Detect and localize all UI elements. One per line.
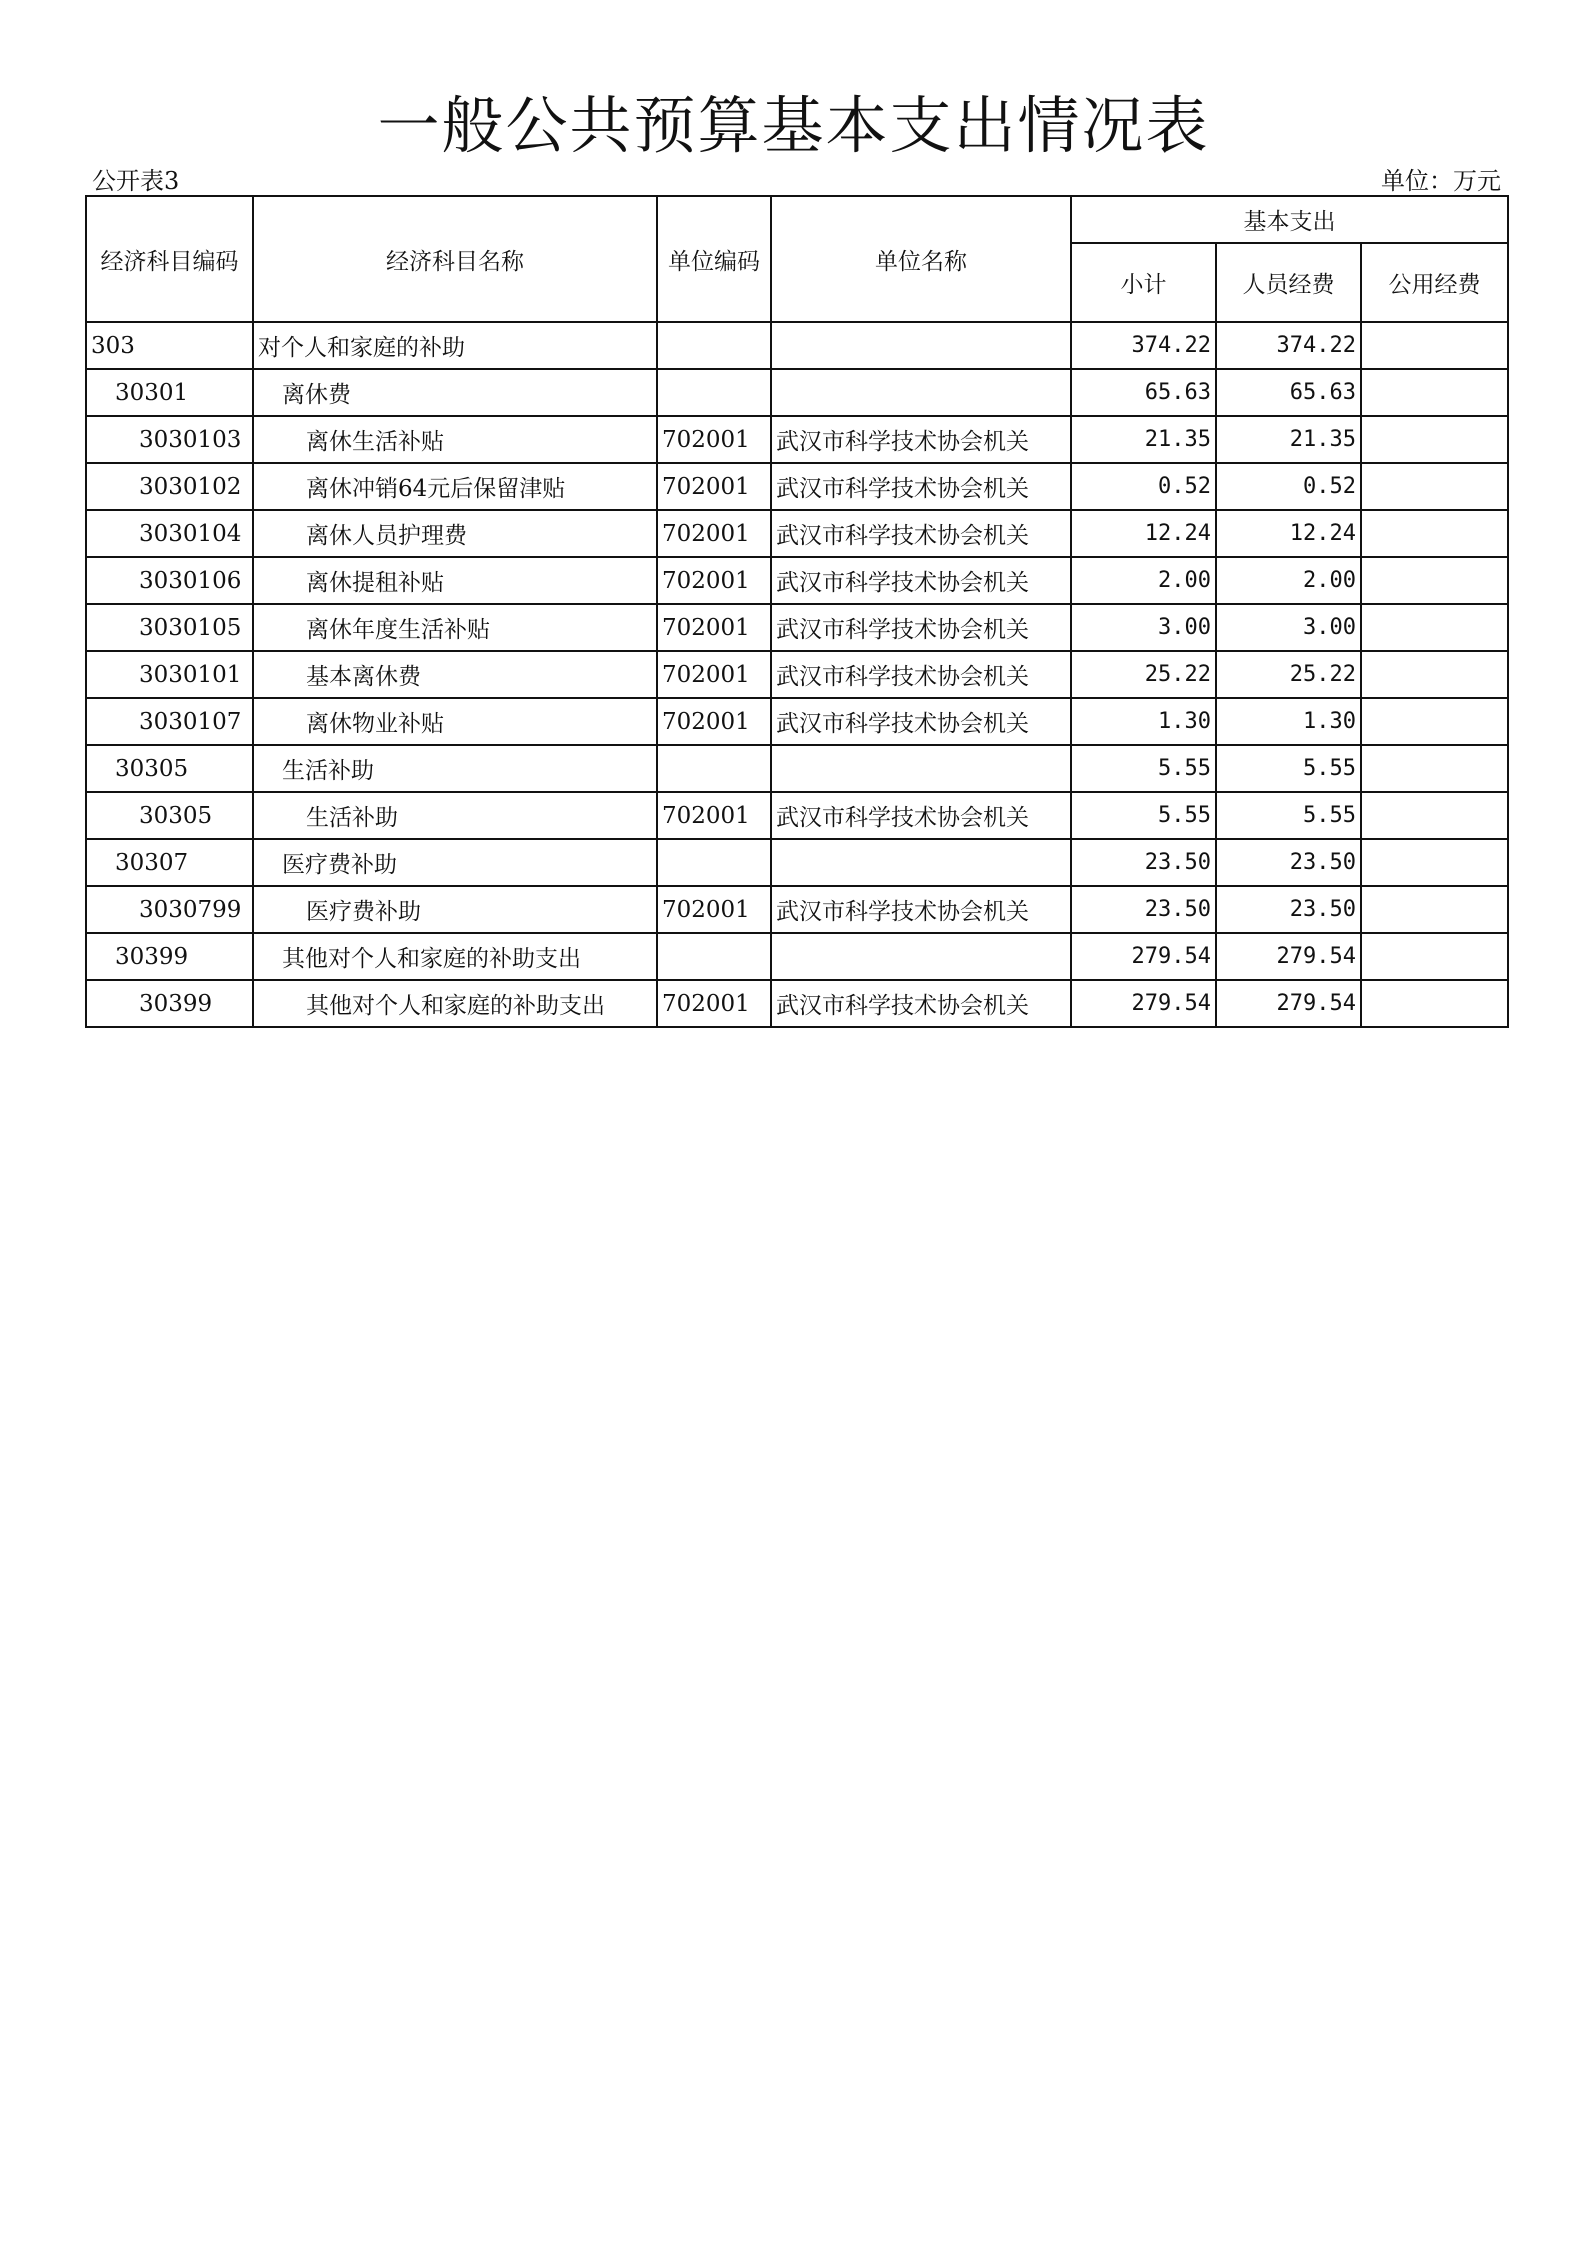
table-row bbox=[86, 322, 1508, 369]
cell-econ-name: 其他对个人和家庭的补助支出 bbox=[253, 980, 657, 1027]
cell-public bbox=[1361, 416, 1508, 463]
cell-unit-name: 武汉市科学技术协会机关 bbox=[771, 416, 1071, 463]
cell-subtotal: 25.22 bbox=[1071, 651, 1216, 698]
header-econ-name: 经济科目名称 bbox=[253, 196, 657, 322]
cell-unit-name: 武汉市科学技术协会机关 bbox=[771, 604, 1071, 651]
cell-unit-name bbox=[771, 369, 1071, 416]
cell-unit-code: 702001 bbox=[657, 792, 771, 839]
cell-unit-name: 武汉市科学技术协会机关 bbox=[771, 698, 1071, 745]
cell-subtotal: 5.55 bbox=[1071, 745, 1216, 792]
cell-public bbox=[1361, 980, 1508, 1027]
cell-personnel: 0.52 bbox=[1216, 463, 1361, 510]
cell-subtotal: 21.35 bbox=[1071, 416, 1216, 463]
cell-personnel: 5.55 bbox=[1216, 792, 1361, 839]
cell-econ-name: 基本离休费 bbox=[253, 651, 657, 698]
cell-subtotal: 279.54 bbox=[1071, 933, 1216, 980]
cell-personnel: 23.50 bbox=[1216, 839, 1361, 886]
cell-personnel: 279.54 bbox=[1216, 980, 1361, 1027]
cell-public bbox=[1361, 557, 1508, 604]
cell-unit-code bbox=[657, 839, 771, 886]
cell-subtotal: 23.50 bbox=[1071, 886, 1216, 933]
header-econ-code: 经济科目编码 bbox=[86, 196, 253, 322]
cell-unit-name bbox=[771, 745, 1071, 792]
cell-unit-name: 武汉市科学技术协会机关 bbox=[771, 557, 1071, 604]
cell-econ-code: 30399 bbox=[86, 933, 253, 980]
cell-econ-name: 其他对个人和家庭的补助支出 bbox=[253, 933, 657, 980]
header-personnel: 人员经费 bbox=[1216, 243, 1361, 322]
cell-unit-name: 武汉市科学技术协会机关 bbox=[771, 510, 1071, 557]
cell-econ-code: 3030107 bbox=[86, 698, 253, 745]
cell-subtotal: 0.52 bbox=[1071, 463, 1216, 510]
cell-public bbox=[1361, 886, 1508, 933]
cell-unit-code bbox=[657, 322, 771, 369]
table-row bbox=[86, 792, 1508, 839]
table-row bbox=[86, 369, 1508, 416]
cell-unit-name: 武汉市科学技术协会机关 bbox=[771, 651, 1071, 698]
cell-econ-code: 3030106 bbox=[86, 557, 253, 604]
cell-econ-code: 30307 bbox=[86, 839, 253, 886]
cell-subtotal: 23.50 bbox=[1071, 839, 1216, 886]
cell-public bbox=[1361, 745, 1508, 792]
cell-unit-code bbox=[657, 369, 771, 416]
cell-unit-code: 702001 bbox=[657, 604, 771, 651]
cell-unit-name bbox=[771, 839, 1071, 886]
cell-econ-code: 3030104 bbox=[86, 510, 253, 557]
cell-unit-code: 702001 bbox=[657, 463, 771, 510]
table-row bbox=[86, 933, 1508, 980]
table-row bbox=[86, 557, 1508, 604]
cell-econ-code: 3030102 bbox=[86, 463, 253, 510]
cell-personnel: 3.00 bbox=[1216, 604, 1361, 651]
cell-unit-code: 702001 bbox=[657, 557, 771, 604]
cell-personnel: 279.54 bbox=[1216, 933, 1361, 980]
page-title: 一般公共预算基本支出情况表 bbox=[377, 89, 1210, 162]
cell-personnel: 25.22 bbox=[1216, 651, 1361, 698]
table-row bbox=[86, 886, 1508, 933]
table-header bbox=[86, 196, 1508, 322]
cell-personnel: 21.35 bbox=[1216, 416, 1361, 463]
cell-unit-code: 702001 bbox=[657, 510, 771, 557]
cell-econ-name: 离休物业补贴 bbox=[253, 698, 657, 745]
cell-econ-name: 离休费 bbox=[253, 369, 657, 416]
table-row bbox=[86, 745, 1508, 792]
cell-personnel: 23.50 bbox=[1216, 886, 1361, 933]
cell-public bbox=[1361, 604, 1508, 651]
cell-unit-code: 702001 bbox=[657, 698, 771, 745]
cell-public bbox=[1361, 322, 1508, 369]
cell-personnel: 5.55 bbox=[1216, 745, 1361, 792]
cell-econ-name: 离休年度生活补贴 bbox=[253, 604, 657, 651]
cell-public bbox=[1361, 839, 1508, 886]
cell-public bbox=[1361, 463, 1508, 510]
table-number: 公开表3 bbox=[92, 167, 180, 195]
cell-personnel: 12.24 bbox=[1216, 510, 1361, 557]
cell-public bbox=[1361, 651, 1508, 698]
cell-unit-name: 武汉市科学技术协会机关 bbox=[771, 792, 1071, 839]
cell-unit-name: 武汉市科学技术协会机关 bbox=[771, 980, 1071, 1027]
cell-econ-name: 医疗费补助 bbox=[253, 886, 657, 933]
cell-unit-name: 武汉市科学技术协会机关 bbox=[771, 886, 1071, 933]
budget-table bbox=[85, 195, 1509, 1028]
cell-econ-code: 303 bbox=[86, 322, 253, 369]
table-row bbox=[86, 604, 1508, 651]
cell-public bbox=[1361, 792, 1508, 839]
cell-econ-code: 3030105 bbox=[86, 604, 253, 651]
table-row bbox=[86, 698, 1508, 745]
cell-unit-name: 武汉市科学技术协会机关 bbox=[771, 463, 1071, 510]
cell-unit-code: 702001 bbox=[657, 651, 771, 698]
cell-econ-code: 30399 bbox=[86, 980, 253, 1027]
cell-unit-code: 702001 bbox=[657, 980, 771, 1027]
cell-unit-code: 702001 bbox=[657, 416, 771, 463]
cell-econ-name: 生活补助 bbox=[253, 745, 657, 792]
unit-label: 单位：万元 bbox=[1381, 167, 1501, 195]
cell-econ-name: 对个人和家庭的补助 bbox=[253, 322, 657, 369]
cell-personnel: 374.22 bbox=[1216, 322, 1361, 369]
cell-public bbox=[1361, 369, 1508, 416]
cell-unit-code bbox=[657, 745, 771, 792]
table-body bbox=[86, 322, 1508, 1027]
header-public: 公用经费 bbox=[1361, 243, 1508, 322]
cell-econ-name: 离休生活补贴 bbox=[253, 416, 657, 463]
table-row bbox=[86, 416, 1508, 463]
header-unit-code: 单位编码 bbox=[657, 196, 771, 322]
table-row bbox=[86, 980, 1508, 1027]
cell-personnel: 2.00 bbox=[1216, 557, 1361, 604]
cell-unit-code: 702001 bbox=[657, 886, 771, 933]
cell-public bbox=[1361, 698, 1508, 745]
cell-unit-code bbox=[657, 933, 771, 980]
cell-econ-code: 3030101 bbox=[86, 651, 253, 698]
cell-subtotal: 3.00 bbox=[1071, 604, 1216, 651]
table-row bbox=[86, 651, 1508, 698]
cell-personnel: 65.63 bbox=[1216, 369, 1361, 416]
cell-subtotal: 2.00 bbox=[1071, 557, 1216, 604]
cell-unit-name bbox=[771, 322, 1071, 369]
header-basic-expense: 基本支出 bbox=[1071, 196, 1508, 243]
cell-econ-name: 医疗费补助 bbox=[253, 839, 657, 886]
cell-econ-code: 30301 bbox=[86, 369, 253, 416]
cell-econ-code: 3030103 bbox=[86, 416, 253, 463]
cell-subtotal: 374.22 bbox=[1071, 322, 1216, 369]
cell-econ-name: 生活补助 bbox=[253, 792, 657, 839]
cell-econ-name: 离休提租补贴 bbox=[253, 557, 657, 604]
header-subtotal: 小计 bbox=[1071, 243, 1216, 322]
table-row bbox=[86, 463, 1508, 510]
cell-unit-name bbox=[771, 933, 1071, 980]
cell-econ-name: 离休冲销64元后保留津贴 bbox=[253, 463, 657, 510]
cell-econ-name: 离休人员护理费 bbox=[253, 510, 657, 557]
cell-public bbox=[1361, 933, 1508, 980]
cell-public bbox=[1361, 510, 1508, 557]
cell-subtotal: 279.54 bbox=[1071, 980, 1216, 1027]
cell-econ-code: 3030799 bbox=[86, 886, 253, 933]
cell-econ-code: 30305 bbox=[86, 792, 253, 839]
table-row bbox=[86, 839, 1508, 886]
cell-subtotal: 5.55 bbox=[1071, 792, 1216, 839]
table-row bbox=[86, 510, 1508, 557]
cell-econ-code: 30305 bbox=[86, 745, 253, 792]
cell-subtotal: 12.24 bbox=[1071, 510, 1216, 557]
cell-subtotal: 1.30 bbox=[1071, 698, 1216, 745]
header-unit-name: 单位名称 bbox=[771, 196, 1071, 322]
cell-subtotal: 65.63 bbox=[1071, 369, 1216, 416]
cell-personnel: 1.30 bbox=[1216, 698, 1361, 745]
